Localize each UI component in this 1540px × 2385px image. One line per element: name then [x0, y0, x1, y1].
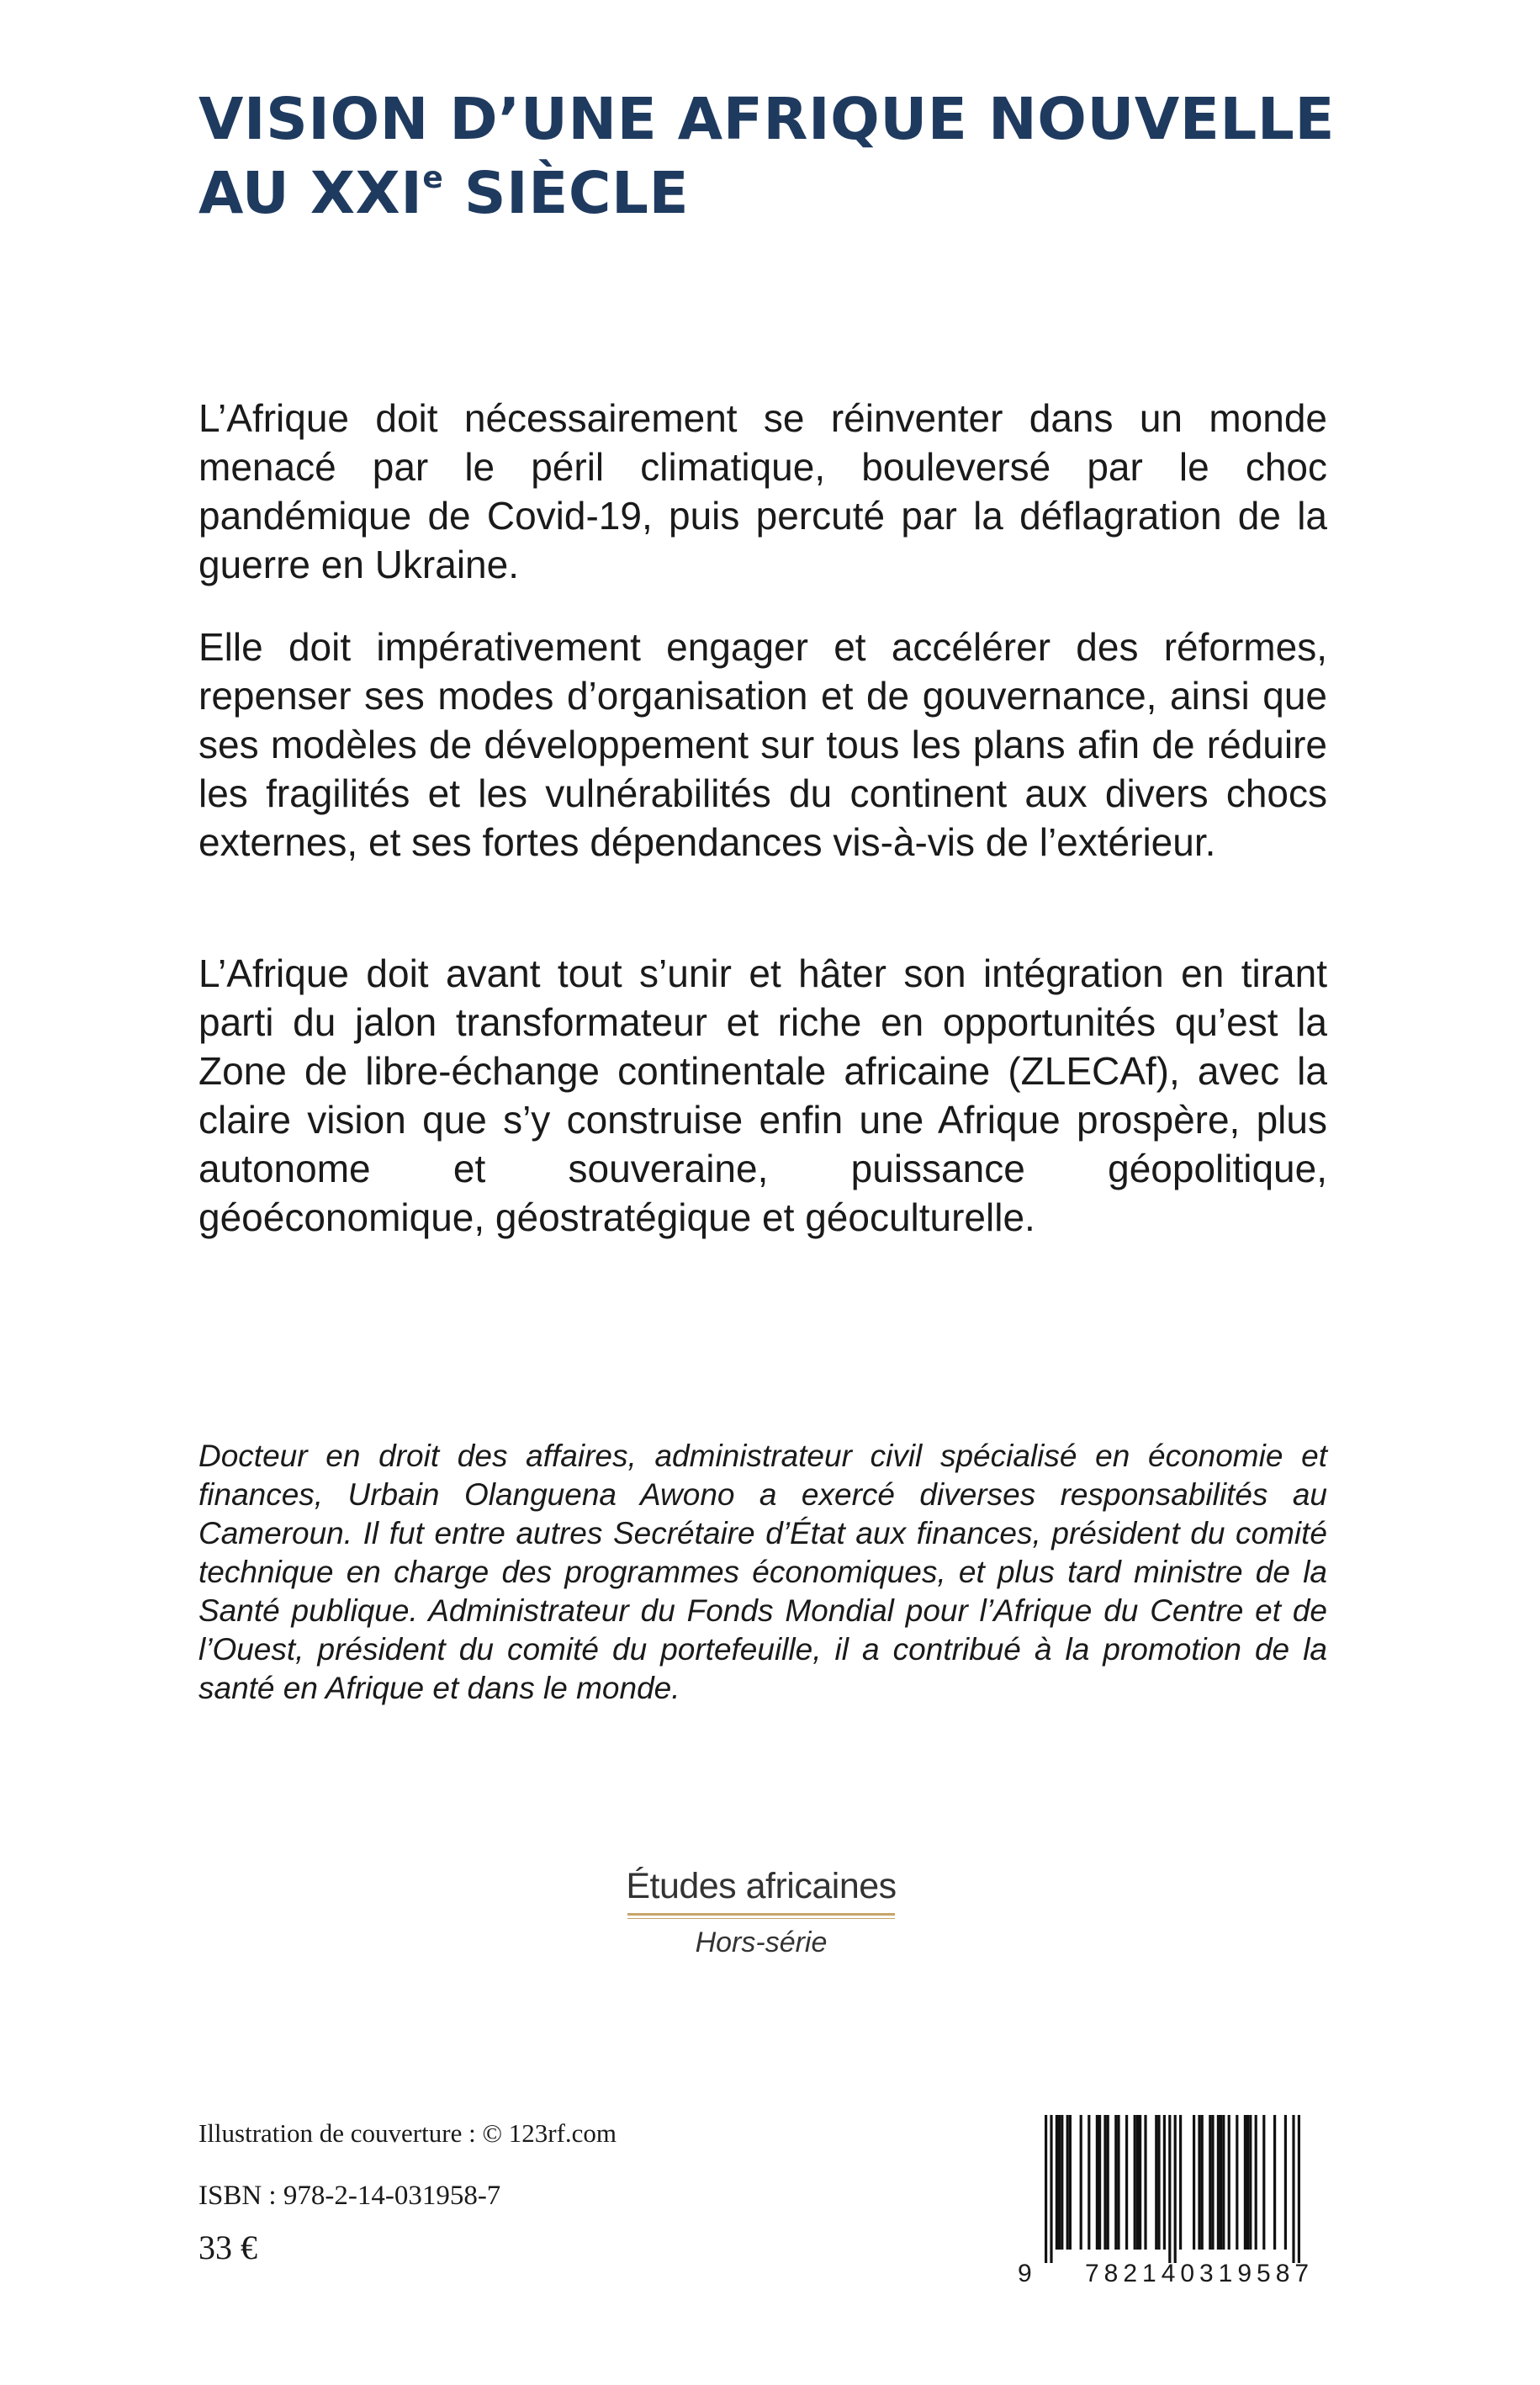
- isbn-barcode: [1016, 2113, 1336, 2288]
- barcode-bar: [1244, 2115, 1246, 2250]
- summary-paragraph-3: L’Afrique doit avant tout s’unir et hâter son intégration en tirant parti du jalon transformateur et riche en opportunités qu’est la Zone de libre-échange continentale africaine (ZLECAf), avec la claire vision que s’y construise enfin une Afrique prospère, plus autonome et souveraine, puissance géopolitique, géoéconomique, géostratégique et géoculturelle.: [198, 951, 1327, 1239]
- barcode-bar: [1144, 2115, 1146, 2250]
- book-title: [198, 82, 1376, 231]
- barcode-bar: [1157, 2115, 1160, 2250]
- barcode-bar: [1114, 2115, 1117, 2250]
- barcode-bar: [1139, 2115, 1141, 2250]
- barcode-bar: [1246, 2115, 1249, 2250]
- barcode-bar: [1228, 2115, 1230, 2250]
- barcode-bar: [1136, 2115, 1139, 2250]
- title-line-2: [198, 156, 1376, 231]
- series-rule: [627, 1913, 895, 1916]
- barcode-bar: [1209, 2115, 1211, 2250]
- title-line-2-suffix: SIÈCLE: [443, 160, 690, 227]
- barcode-bar: [1201, 2115, 1204, 2250]
- barcode-bar: [1163, 2115, 1166, 2250]
- summary-paragraph-1: L’Afrique doit nécessairement se réinventer dans un monde menacé par le péril climatique, bouleversé par le choc pandémique de Covid-19, puis percuté par la déflagration de la guerre en Ukraine.: [198, 396, 1327, 586]
- isbn-label: ISBN : 978-2-14-031958-7: [198, 2181, 501, 2211]
- barcode-guard-bar: [1050, 2115, 1052, 2263]
- barcode-guard-bar: [1292, 2115, 1294, 2263]
- barcode-bar: [1255, 2115, 1257, 2250]
- barcode-bar: [1117, 2115, 1119, 2250]
- barcode-bar: [1069, 2115, 1072, 2250]
- barcode-bar: [1103, 2115, 1106, 2250]
- barcode-digit-leading: 9: [1018, 2260, 1032, 2287]
- series-rule-thin: [627, 1918, 895, 1919]
- barcode-bar: [1220, 2115, 1222, 2250]
- barcode-guard-bar: [1174, 2115, 1177, 2263]
- barcode-digits-left: 782140: [1085, 2260, 1200, 2287]
- barcode-bar: [1107, 2115, 1109, 2250]
- barcode-bar: [1217, 2115, 1220, 2250]
- barcode-bar: [1262, 2115, 1265, 2250]
- barcode-bar: [1061, 2115, 1063, 2250]
- price-label: 33 €: [198, 2229, 257, 2266]
- barcode-bar: [1066, 2115, 1069, 2250]
- author-bio: Docteur en droit des affaires, administrateur civil spécialisé en économie et finances, Urbain Olanguena Awono a exercé diverses responsabilités au Cameroun. Il fut entre autres Secrétaire d’État aux finances, président du comité technique en charge des programmes économiques, et plus tard ministre de la Santé publique. Administrateur du Fonds Mondial pour l’Afrique du Centre et de l’Ouest, président du comité du portefeuille, il a contribué à la promotion de la santé en Afrique et dans le monde.: [198, 1439, 1327, 1705]
- title-line-1: VISION D’UNE AFRIQUE NOUVELLE: [198, 86, 1336, 153]
- cover-credit: Illustration de couverture : © 123rf.com: [198, 2118, 617, 2148]
- barcode-guard-bar: [1298, 2115, 1300, 2263]
- barcode-bar: [1056, 2115, 1058, 2250]
- barcode-bar: [1236, 2115, 1238, 2250]
- barcode-guard-bar: [1168, 2115, 1171, 2263]
- barcode-bar: [1273, 2115, 1276, 2250]
- barcode-bar: [1155, 2115, 1157, 2250]
- barcode-bar: [1080, 2115, 1082, 2250]
- series-subtitle: Hors-série: [695, 1927, 828, 1958]
- barcode-bar: [1134, 2115, 1136, 2250]
- barcode-bar: [1058, 2115, 1061, 2250]
- barcode-bar: [1088, 2115, 1090, 2250]
- barcode-bars: [1045, 2115, 1300, 2263]
- barcode-bar: [1125, 2115, 1128, 2250]
- barcode-bar: [1222, 2115, 1225, 2250]
- barcode-bar: [1096, 2115, 1098, 2250]
- barcode-bar: [1179, 2115, 1182, 2250]
- barcode-digits-right: 319587: [1199, 2260, 1315, 2287]
- title-superscript: e: [422, 161, 444, 195]
- barcode-bar: [1249, 2115, 1252, 2250]
- barcode-bar: [1193, 2115, 1195, 2250]
- title-line-2-prefix: AU XXI: [198, 160, 423, 227]
- barcode-graphic: [1016, 2113, 1336, 2288]
- series-logo: [622, 1864, 900, 1961]
- barcode-bar: [1211, 2115, 1214, 2250]
- barcode-bar: [1198, 2115, 1200, 2250]
- barcode-bar: [1284, 2115, 1287, 2250]
- series-name: Études africaines: [626, 1866, 897, 1906]
- barcode-bar: [1098, 2115, 1101, 2250]
- barcode-guard-bar: [1045, 2115, 1047, 2263]
- summary-paragraph-2: Elle doit impérativement engager et accélérer des réformes, repenser ses modes d’organisation et de gouvernance, ainsi que ses modèles de développement sur tous les plans afin de réduire les fragilités et les vulnérabilités du continent aux divers chocs externes, et ses fortes dépendances vis-à-vis de l’extérieur.: [198, 625, 1327, 864]
